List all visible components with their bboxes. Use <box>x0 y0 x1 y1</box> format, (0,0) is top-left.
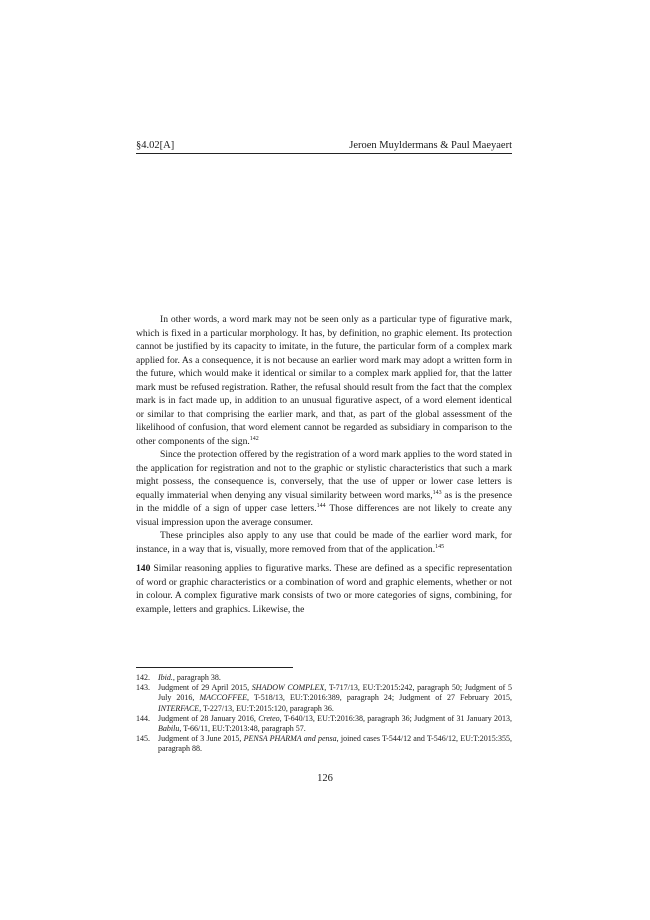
page-number: 126 <box>317 773 333 784</box>
footnote: 143. Judgment of 29 April 2015, SHADOW COMPLEX, T-717/13, EU:T:2015:242, paragraph 50; Judgment of 5 July 2016, MACCOFFEE, T-518/13, EU:T:2016:389, paragraph 24; Judgment of 27 February 2015, INTERFACE, T-227/13, EU:T:2015:120, paragraph 36. <box>136 683 512 713</box>
footnote: 144. Judgment of 28 January 2016, Creteo, T-640/13, EU:T:2016:38, paragraph 36; Judgment of 31 January 2013, Babilu, T-66/11, EU:T:2013:48, paragraph 57. <box>136 713 512 734</box>
footnote-ref[interactable]: 145 <box>435 543 445 550</box>
footnote-ref[interactable]: 143 <box>432 489 442 496</box>
paragraph-140: 140 Similar reasoning applies to figurative marks. These are defined as a specific representation of word or graphic characteristics or a combination of word and graphic elements, whether or not in colour. A complex figurative mark consists of two or more categories of signs, combining, for example, letters and graphics. Likewise, the <box>136 563 512 615</box>
footnote: 142. Ibid., paragraph 38. <box>136 673 221 682</box>
section-reference: §4.02[A] <box>136 140 175 151</box>
authors: Jeroen Muyldermans & Paul Maeyaert <box>349 140 512 151</box>
paragraph: Since the protection offered by the registration of a word mark applies to the word stated in the application for registration and not to the graphic or stylistic characteristics that such a mark might possess, the consequence is, conversely, that the use of upper or lower case letters is equally immaterial when denying any visual similarity between word marks,$^{143}$ as is the presence in the middle of a sign of upper case letters.$^{144}$ Those differences are not likely to create any visual impression upon the average consumer. <box>136 449 512 528</box>
footnote-ref[interactable]: 142 <box>249 435 259 442</box>
paragraph-number: 140 <box>136 563 151 574</box>
footnote: 145. Judgment of 3 June 2015, PENSA PHARMA and pensa, joined cases T-544/12 and T-546/12, EU:T:2015:355, paragraph 88. <box>136 734 513 754</box>
main-text <box>136 313 512 616</box>
running-header <box>136 139 512 154</box>
footnotes <box>136 673 512 755</box>
paragraph: These principles also apply to any use that could be made of the earlier word mark, for instance, in a way that is, visually, more removed from that of the application.$^{145}$ <box>136 530 512 555</box>
paragraph: In other words, a word mark may not be seen only as a particular type of figurative mark, which is fixed in a particular morphology. It has, by definition, no graphic element. Its protection cannot be justified by its capacity to imitate, in the future, the particular form of a complex mark applied for. As a consequence, it is not because an earlier word mark may adopt a written form in the future, which would make it identical or similar to a complex mark applied for, that the latter mark must be refused registration. Rather, the refusal should result from the fact that the complex mark is in fact made up, in addition to an unusual figurative aspect, of a word element identical or similar to that comprising the earlier mark, and that, as part of the global assessment of the likelihood of confusion, that word element cannot be regarded as subsidiary in comparison to the other components of the sign.$^{142}$ <box>136 314 512 447</box>
footnote-ref[interactable]: 144 <box>316 502 326 509</box>
footnote-divider <box>136 667 293 668</box>
